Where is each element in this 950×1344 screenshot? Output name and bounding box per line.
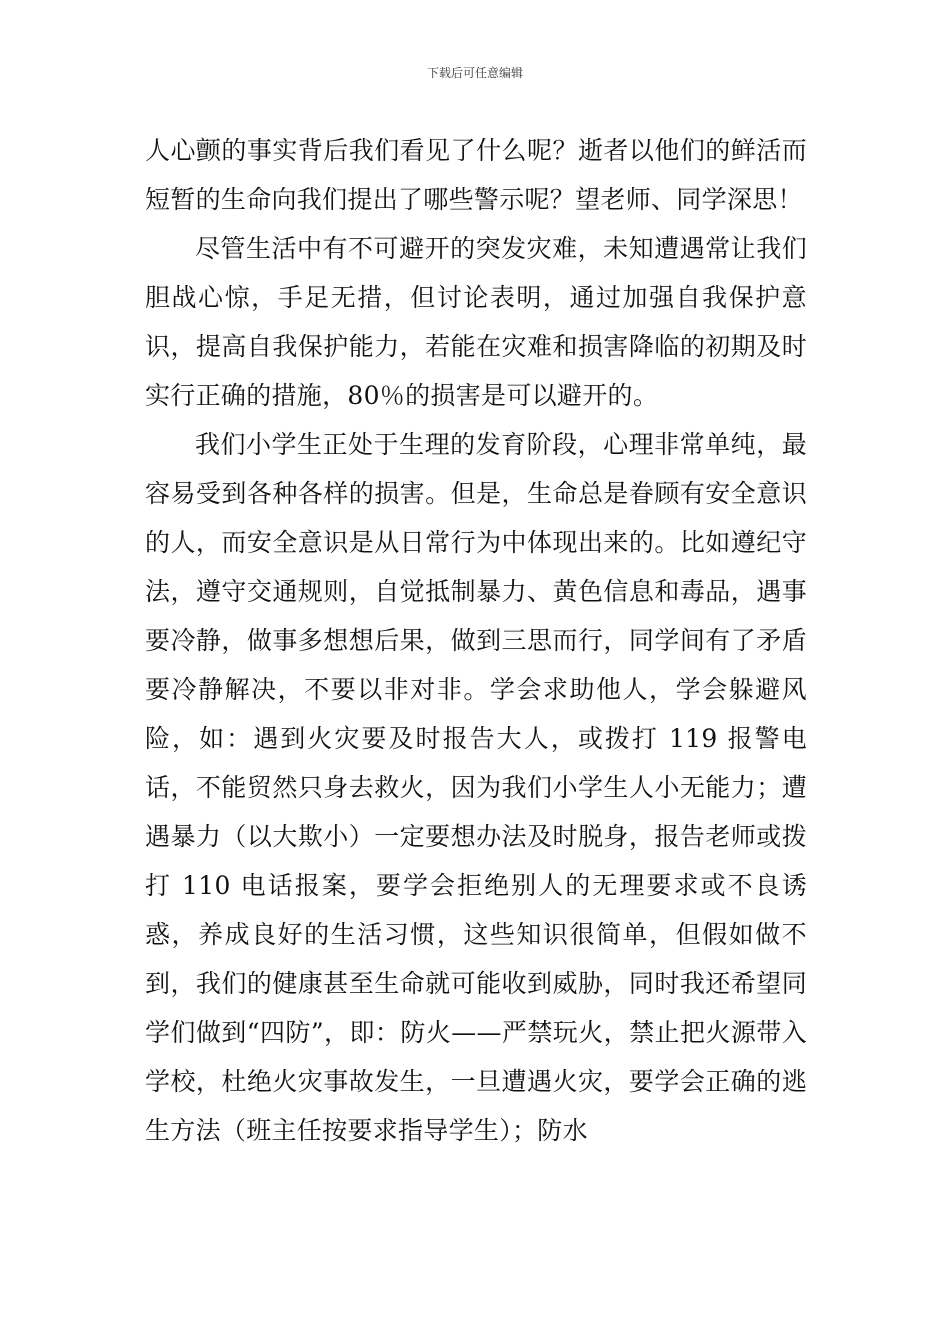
header-note: 下载后可任意编辑 <box>426 66 523 80</box>
body-text <box>145 126 807 1155</box>
paragraph: 我们小学生正处于生理的发育阶段，心理非常单纯，最容易受到各种各样的损害。但是，生命总是眷顾有安全意识的人，而安全意识是从日常行为中体现出来的。比如遵纪守法，遵守交通规则，自觉抵制暴力、黄色信息和毒品，遇事要冷静，做事多想想后果，做到三思而行，同学间有了矛盾要冷静解决，不要以非对非。学会求助他人，学会躲避风险，如：遇到火灾要及时报告大人，或拨打 119 报警电话，不能贸然只身去救火，因为我们小学生人小无能力；遭遇暴力（以大欺小）一定要想办法及时脱身，报告老师或拨打 110 电话报案，要学会拒绝别人的无理要求或不良诱惑，养成良好的生活习惯，这些知识很简单，但假如做不到，我们的健康甚至生命就可能收到威胁，同时我还希望同学们做到“四防”，即：防火——严禁玩火，禁止把火源带入学校，杜绝火灾事故发生，一旦遭遇火灾，要学会正确的逃生方法（班主任按要求指导学生）；防水 <box>145 430 807 1145</box>
paragraph: 尽管生活中有不可避开的突发灾难，未知遭遇常让我们胆战心惊，手足无措，但讨论表明，通过加强自我保护意识，提高自我保护能力，若能在灾难和损害降临的初期及时实行正确的措施，80％的损害是可以避开的。 <box>145 234 807 410</box>
paragraph: 人心颤的事实背后我们看见了什么呢？逝者以他们的鲜活而短暂的生命向我们提出了哪些警示呢？望老师、同学深思！ <box>145 136 807 214</box>
